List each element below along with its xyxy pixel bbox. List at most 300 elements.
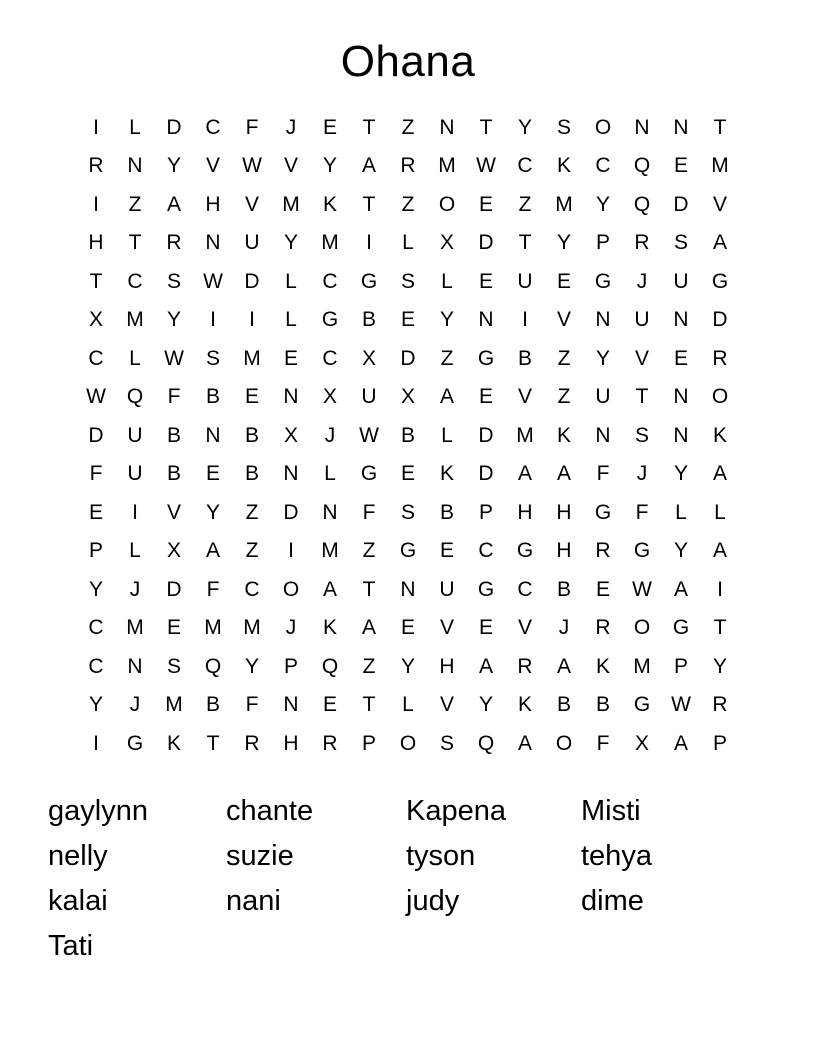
grid-cell[interactable]: T: [362, 192, 376, 216]
grid-cell[interactable]: M: [126, 308, 144, 332]
grid-cell[interactable]: P: [478, 500, 493, 524]
grid-cell[interactable]: I: [132, 500, 138, 524]
grid-cell[interactable]: V: [439, 616, 454, 640]
grid-cell[interactable]: V: [166, 500, 181, 524]
grid-cell[interactable]: A: [712, 462, 727, 486]
grid-cell[interactable]: G: [360, 462, 378, 486]
grid-cell[interactable]: J: [285, 616, 297, 640]
grid-cell[interactable]: Y: [166, 154, 181, 178]
grid-cell[interactable]: S: [556, 115, 571, 139]
grid-cell[interactable]: O: [282, 577, 300, 601]
word-list-item[interactable]: nelly: [48, 839, 108, 872]
grid-cell[interactable]: C: [595, 154, 611, 178]
grid-cell[interactable]: R: [712, 693, 728, 717]
grid-cell[interactable]: K: [439, 462, 454, 486]
grid-cell[interactable]: M: [126, 616, 144, 640]
grid-cell[interactable]: X: [283, 423, 298, 447]
grid-cell[interactable]: R: [400, 154, 416, 178]
grid-cell[interactable]: N: [283, 693, 299, 717]
grid-cell[interactable]: I: [288, 539, 294, 563]
grid-cell[interactable]: Y: [517, 115, 532, 139]
grid-cell[interactable]: T: [635, 385, 649, 409]
grid-cell[interactable]: Q: [321, 654, 339, 678]
grid-cell[interactable]: C: [322, 269, 338, 293]
grid-cell[interactable]: E: [283, 346, 298, 370]
grid-cell[interactable]: Y: [673, 539, 688, 563]
grid-cell[interactable]: M: [438, 154, 456, 178]
grid-cell[interactable]: V: [283, 154, 298, 178]
grid-cell[interactable]: N: [673, 423, 689, 447]
grid-cell[interactable]: Y: [283, 231, 298, 255]
grid-cell[interactable]: A: [556, 462, 571, 486]
grid-cell[interactable]: D: [88, 423, 104, 447]
grid-cell[interactable]: V: [244, 192, 259, 216]
grid-cell[interactable]: Z: [128, 192, 142, 216]
grid-cell[interactable]: D: [712, 308, 728, 332]
grid-cell[interactable]: S: [400, 500, 415, 524]
grid-cell[interactable]: J: [636, 269, 648, 293]
grid-cell[interactable]: N: [595, 423, 611, 447]
grid-cell[interactable]: A: [205, 539, 220, 563]
grid-cell[interactable]: N: [400, 577, 416, 601]
word-list-item[interactable]: nani: [226, 884, 281, 917]
grid-cell[interactable]: E: [556, 269, 571, 293]
grid-cell[interactable]: X: [439, 231, 454, 255]
grid-cell[interactable]: D: [400, 346, 416, 370]
grid-cell[interactable]: S: [634, 423, 649, 447]
grid-cell[interactable]: A: [478, 654, 493, 678]
grid-cell[interactable]: Z: [362, 654, 376, 678]
grid-cell[interactable]: J: [636, 462, 648, 486]
grid-cell[interactable]: G: [516, 539, 534, 563]
grid-cell[interactable]: M: [321, 231, 339, 255]
grid-cell[interactable]: C: [478, 539, 494, 563]
grid-cell[interactable]: B: [205, 693, 220, 717]
grid-cell[interactable]: W: [203, 269, 223, 293]
grid-cell[interactable]: G: [672, 616, 690, 640]
grid-cell[interactable]: R: [88, 154, 104, 178]
grid-cell[interactable]: E: [478, 269, 493, 293]
grid-cell[interactable]: J: [558, 616, 570, 640]
grid-cell[interactable]: B: [556, 577, 571, 601]
grid-cell[interactable]: E: [400, 462, 415, 486]
grid-cell[interactable]: B: [517, 346, 532, 370]
grid-cell[interactable]: D: [478, 462, 494, 486]
grid-cell[interactable]: G: [594, 269, 612, 293]
grid-cell[interactable]: D: [283, 500, 299, 524]
grid-cell[interactable]: V: [517, 616, 532, 640]
grid-cell[interactable]: A: [517, 462, 532, 486]
grid-cell[interactable]: W: [632, 577, 652, 601]
word-list-item[interactable]: tehya: [581, 839, 652, 872]
grid-cell[interactable]: F: [167, 385, 181, 409]
grid-cell[interactable]: V: [205, 154, 220, 178]
grid-cell[interactable]: I: [249, 308, 255, 332]
grid-cell[interactable]: H: [556, 500, 572, 524]
grid-cell[interactable]: G: [360, 269, 378, 293]
grid-cell[interactable]: P: [673, 654, 688, 678]
grid-cell[interactable]: H: [517, 500, 533, 524]
grid-cell[interactable]: R: [322, 731, 338, 755]
grid-cell[interactable]: K: [166, 731, 181, 755]
grid-cell[interactable]: C: [517, 577, 533, 601]
grid-cell[interactable]: N: [595, 308, 611, 332]
grid-cell[interactable]: V: [556, 308, 571, 332]
grid-cell[interactable]: E: [88, 500, 103, 524]
grid-cell[interactable]: N: [439, 115, 455, 139]
grid-cell[interactable]: S: [439, 731, 454, 755]
grid-cell[interactable]: G: [399, 539, 417, 563]
grid-cell[interactable]: R: [517, 654, 533, 678]
grid-cell[interactable]: H: [205, 192, 221, 216]
grid-cell[interactable]: G: [594, 500, 612, 524]
grid-cell[interactable]: E: [478, 192, 493, 216]
grid-cell[interactable]: G: [321, 308, 339, 332]
grid-cell[interactable]: N: [205, 423, 221, 447]
grid-cell[interactable]: H: [283, 731, 299, 755]
grid-cell[interactable]: J: [129, 693, 141, 717]
grid-cell[interactable]: L: [675, 500, 687, 524]
grid-cell[interactable]: X: [88, 308, 103, 332]
grid-cell[interactable]: E: [478, 385, 493, 409]
grid-cell[interactable]: T: [362, 693, 376, 717]
grid-cell[interactable]: R: [712, 346, 728, 370]
grid-cell[interactable]: U: [673, 269, 689, 293]
grid-cell[interactable]: W: [359, 423, 379, 447]
grid-cell[interactable]: B: [244, 423, 259, 447]
grid-cell[interactable]: Z: [245, 539, 259, 563]
grid-cell[interactable]: P: [595, 231, 610, 255]
grid-cell[interactable]: E: [322, 693, 337, 717]
grid-cell[interactable]: S: [205, 346, 220, 370]
grid-cell[interactable]: L: [441, 269, 453, 293]
grid-cell[interactable]: F: [206, 577, 220, 601]
grid-cell[interactable]: S: [166, 654, 181, 678]
grid-cell[interactable]: A: [712, 231, 727, 255]
grid-cell[interactable]: Y: [400, 654, 415, 678]
word-list-item[interactable]: kalai: [48, 884, 108, 917]
grid-cell[interactable]: G: [477, 577, 495, 601]
grid-cell[interactable]: D: [478, 231, 494, 255]
grid-cell[interactable]: U: [127, 423, 143, 447]
grid-cell[interactable]: D: [244, 269, 260, 293]
grid-cell[interactable]: E: [322, 115, 337, 139]
grid-cell[interactable]: Y: [673, 462, 688, 486]
grid-cell[interactable]: M: [243, 346, 261, 370]
grid-cell[interactable]: J: [324, 423, 336, 447]
grid-cell[interactable]: Y: [595, 346, 610, 370]
grid-cell[interactable]: K: [712, 423, 727, 447]
grid-cell[interactable]: M: [243, 616, 261, 640]
grid-cell[interactable]: Z: [440, 346, 454, 370]
grid-cell[interactable]: W: [164, 346, 184, 370]
grid-cell[interactable]: X: [361, 346, 376, 370]
grid-cell[interactable]: N: [283, 462, 299, 486]
grid-cell[interactable]: X: [634, 731, 649, 755]
grid-cell[interactable]: E: [595, 577, 610, 601]
grid-cell[interactable]: H: [556, 539, 572, 563]
grid-cell[interactable]: W: [86, 385, 106, 409]
grid-cell[interactable]: K: [322, 192, 337, 216]
grid-cell[interactable]: U: [244, 231, 260, 255]
grid-cell[interactable]: O: [555, 731, 573, 755]
grid-cell[interactable]: L: [441, 423, 453, 447]
grid-cell[interactable]: L: [324, 462, 336, 486]
grid-cell[interactable]: B: [361, 308, 376, 332]
grid-cell[interactable]: Y: [88, 693, 103, 717]
grid-cell[interactable]: F: [635, 500, 649, 524]
grid-cell[interactable]: L: [129, 539, 141, 563]
grid-cell[interactable]: U: [361, 385, 377, 409]
grid-cell[interactable]: T: [713, 616, 727, 640]
grid-cell[interactable]: T: [128, 231, 142, 255]
word-list-item[interactable]: Kapena: [406, 794, 506, 827]
grid-cell[interactable]: Y: [478, 693, 493, 717]
grid-cell[interactable]: Y: [322, 154, 337, 178]
grid-cell[interactable]: Y: [712, 654, 727, 678]
grid-cell[interactable]: C: [205, 115, 221, 139]
grid-cell[interactable]: T: [89, 269, 103, 293]
grid-cell[interactable]: Y: [556, 231, 571, 255]
grid-cell[interactable]: E: [205, 462, 220, 486]
grid-cell[interactable]: P: [283, 654, 298, 678]
grid-cell[interactable]: C: [322, 346, 338, 370]
grid-cell[interactable]: T: [518, 231, 532, 255]
grid-cell[interactable]: N: [673, 308, 689, 332]
grid-cell[interactable]: S: [400, 269, 415, 293]
word-list-item[interactable]: tyson: [406, 839, 476, 872]
grid-cell[interactable]: U: [439, 577, 455, 601]
grid-cell[interactable]: J: [129, 577, 141, 601]
grid-cell[interactable]: K: [322, 616, 337, 640]
grid-cell[interactable]: H: [88, 231, 104, 255]
grid-cell[interactable]: A: [166, 192, 181, 216]
grid-cell[interactable]: A: [361, 154, 376, 178]
grid-cell[interactable]: F: [596, 731, 610, 755]
grid-cell[interactable]: Z: [518, 192, 532, 216]
grid-cell[interactable]: L: [285, 308, 297, 332]
grid-cell[interactable]: E: [673, 154, 688, 178]
grid-cell[interactable]: C: [517, 154, 533, 178]
grid-cell[interactable]: K: [556, 154, 571, 178]
word-list-item[interactable]: judy: [406, 884, 460, 917]
grid-cell[interactable]: M: [516, 423, 534, 447]
grid-cell[interactable]: Z: [362, 539, 376, 563]
grid-cell[interactable]: J: [285, 115, 297, 139]
grid-cell[interactable]: P: [712, 731, 727, 755]
grid-cell[interactable]: A: [712, 539, 727, 563]
grid-cell[interactable]: E: [400, 616, 415, 640]
word-list-item[interactable]: gaylynn: [48, 794, 148, 827]
word-list-item[interactable]: suzie: [226, 839, 294, 872]
grid-cell[interactable]: L: [402, 231, 414, 255]
grid-cell[interactable]: S: [673, 231, 688, 255]
grid-cell[interactable]: B: [400, 423, 415, 447]
grid-cell[interactable]: O: [633, 616, 651, 640]
grid-cell[interactable]: V: [712, 192, 727, 216]
grid-cell[interactable]: C: [88, 346, 104, 370]
grid-cell[interactable]: B: [205, 385, 220, 409]
grid-cell[interactable]: K: [595, 654, 610, 678]
grid-cell[interactable]: B: [166, 423, 181, 447]
grid-cell[interactable]: O: [711, 385, 729, 409]
grid-cell[interactable]: Q: [126, 385, 144, 409]
grid-cell[interactable]: V: [439, 693, 454, 717]
grid-cell[interactable]: T: [362, 115, 376, 139]
grid-cell[interactable]: W: [242, 154, 262, 178]
grid-cell[interactable]: Y: [88, 577, 103, 601]
grid-cell[interactable]: N: [478, 308, 494, 332]
grid-cell[interactable]: Q: [633, 192, 651, 216]
grid-cell[interactable]: D: [478, 423, 494, 447]
grid-cell[interactable]: Q: [204, 654, 222, 678]
grid-cell[interactable]: Z: [557, 385, 571, 409]
grid-cell[interactable]: B: [439, 500, 454, 524]
grid-cell[interactable]: O: [594, 115, 612, 139]
grid-cell[interactable]: F: [362, 500, 376, 524]
grid-cell[interactable]: L: [714, 500, 726, 524]
grid-cell[interactable]: W: [476, 154, 496, 178]
grid-cell[interactable]: N: [634, 115, 650, 139]
grid-cell[interactable]: L: [129, 346, 141, 370]
grid-cell[interactable]: R: [166, 231, 182, 255]
grid-cell[interactable]: G: [711, 269, 729, 293]
grid-cell[interactable]: I: [717, 577, 723, 601]
grid-cell[interactable]: D: [166, 577, 182, 601]
grid-cell[interactable]: I: [366, 231, 372, 255]
grid-cell[interactable]: E: [439, 539, 454, 563]
grid-cell[interactable]: I: [93, 115, 99, 139]
grid-cell[interactable]: R: [244, 731, 260, 755]
grid-cell[interactable]: C: [244, 577, 260, 601]
grid-cell[interactable]: N: [205, 231, 221, 255]
grid-cell[interactable]: R: [595, 616, 611, 640]
grid-cell[interactable]: B: [166, 462, 181, 486]
grid-cell[interactable]: F: [245, 115, 259, 139]
grid-cell[interactable]: O: [438, 192, 456, 216]
grid-cell[interactable]: N: [673, 385, 689, 409]
grid-cell[interactable]: M: [321, 539, 339, 563]
grid-cell[interactable]: B: [595, 693, 610, 717]
grid-cell[interactable]: F: [245, 693, 259, 717]
grid-cell[interactable]: Y: [205, 500, 220, 524]
grid-cell[interactable]: X: [400, 385, 415, 409]
grid-cell[interactable]: E: [478, 616, 493, 640]
grid-cell[interactable]: E: [673, 346, 688, 370]
grid-cell[interactable]: Y: [244, 654, 259, 678]
grid-cell[interactable]: Z: [557, 346, 571, 370]
grid-cell[interactable]: T: [362, 577, 376, 601]
grid-cell[interactable]: F: [596, 462, 610, 486]
grid-cell[interactable]: Z: [245, 500, 259, 524]
grid-cell[interactable]: N: [673, 115, 689, 139]
grid-cell[interactable]: T: [206, 731, 220, 755]
grid-cell[interactable]: B: [244, 462, 259, 486]
grid-cell[interactable]: T: [479, 115, 493, 139]
grid-cell[interactable]: R: [634, 231, 650, 255]
grid-cell[interactable]: I: [522, 308, 528, 332]
grid-cell[interactable]: A: [673, 577, 688, 601]
grid-cell[interactable]: M: [633, 654, 651, 678]
grid-cell[interactable]: C: [88, 654, 104, 678]
grid-cell[interactable]: G: [633, 539, 651, 563]
grid-cell[interactable]: F: [89, 462, 103, 486]
grid-cell[interactable]: K: [556, 423, 571, 447]
grid-cell[interactable]: O: [399, 731, 417, 755]
grid-cell[interactable]: A: [517, 731, 532, 755]
grid-cell[interactable]: U: [595, 385, 611, 409]
grid-cell[interactable]: I: [93, 192, 99, 216]
grid-cell[interactable]: T: [713, 115, 727, 139]
grid-cell[interactable]: E: [244, 385, 259, 409]
word-list-item[interactable]: Misti: [581, 794, 641, 827]
grid-cell[interactable]: N: [127, 654, 143, 678]
grid-cell[interactable]: Y: [166, 308, 181, 332]
grid-cell[interactable]: Q: [633, 154, 651, 178]
grid-cell[interactable]: I: [93, 731, 99, 755]
grid-cell[interactable]: E: [400, 308, 415, 332]
grid-cell[interactable]: L: [285, 269, 297, 293]
grid-cell[interactable]: Q: [477, 731, 495, 755]
grid-cell[interactable]: M: [711, 154, 729, 178]
grid-cell[interactable]: L: [129, 115, 141, 139]
grid-cell[interactable]: P: [361, 731, 376, 755]
grid-cell[interactable]: A: [673, 731, 688, 755]
grid-cell[interactable]: V: [517, 385, 532, 409]
grid-cell[interactable]: A: [556, 654, 571, 678]
grid-cell[interactable]: X: [166, 539, 181, 563]
grid-cell[interactable]: D: [673, 192, 689, 216]
grid-cell[interactable]: U: [517, 269, 533, 293]
grid-cell[interactable]: Z: [401, 192, 415, 216]
grid-cell[interactable]: C: [88, 616, 104, 640]
word-list-item[interactable]: chante: [226, 794, 314, 827]
grid-cell[interactable]: M: [555, 192, 573, 216]
grid-cell[interactable]: C: [127, 269, 143, 293]
grid-cell[interactable]: H: [439, 654, 455, 678]
word-list-item[interactable]: dime: [581, 884, 644, 917]
grid-cell[interactable]: N: [127, 154, 143, 178]
grid-cell[interactable]: G: [633, 693, 651, 717]
grid-cell[interactable]: U: [127, 462, 143, 486]
word-list-item[interactable]: Tati: [48, 929, 94, 962]
grid-cell[interactable]: N: [283, 385, 299, 409]
grid-cell[interactable]: R: [595, 539, 611, 563]
grid-cell[interactable]: S: [166, 269, 181, 293]
grid-cell[interactable]: W: [671, 693, 691, 717]
grid-cell[interactable]: D: [166, 115, 182, 139]
grid-cell[interactable]: Z: [401, 115, 415, 139]
grid-cell[interactable]: Y: [439, 308, 454, 332]
grid-cell[interactable]: G: [126, 731, 144, 755]
grid-cell[interactable]: K: [517, 693, 532, 717]
grid-cell[interactable]: B: [556, 693, 571, 717]
grid-cell[interactable]: X: [322, 385, 337, 409]
grid-cell[interactable]: L: [402, 693, 414, 717]
grid-cell[interactable]: U: [634, 308, 650, 332]
grid-cell[interactable]: Y: [595, 192, 610, 216]
grid-cell[interactable]: G: [477, 346, 495, 370]
grid-cell[interactable]: M: [282, 192, 300, 216]
grid-cell[interactable]: V: [634, 346, 649, 370]
grid-cell[interactable]: A: [361, 616, 376, 640]
grid-cell[interactable]: E: [166, 616, 181, 640]
grid-cell[interactable]: P: [88, 539, 103, 563]
grid-cell[interactable]: A: [322, 577, 337, 601]
grid-cell[interactable]: M: [165, 693, 183, 717]
grid-cell[interactable]: A: [439, 385, 454, 409]
grid-cell[interactable]: N: [322, 500, 338, 524]
